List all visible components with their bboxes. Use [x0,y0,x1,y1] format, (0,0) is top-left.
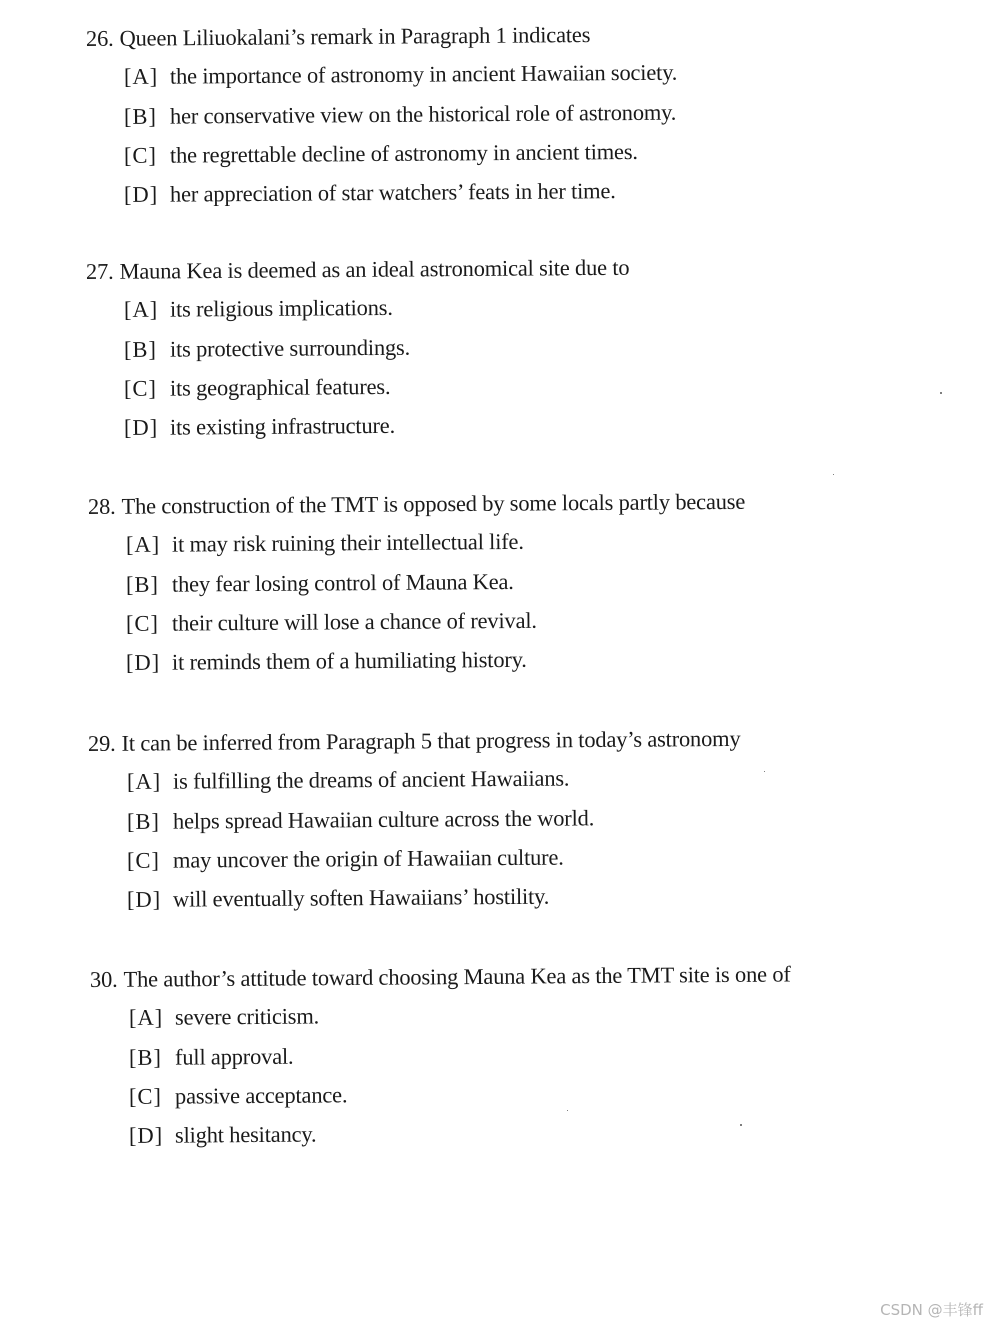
option-c [124,139,638,169]
option-b [129,1044,294,1071]
option-letter: [C] [123,375,158,401]
option-a [129,1004,319,1031]
option-b [124,100,676,130]
option-letter: [D] [123,181,159,207]
option-text: severe criticism. [174,1003,320,1030]
scan-speck [567,1110,568,1111]
option-letter: [B] [125,571,160,597]
option-d [127,884,549,913]
option-b [124,335,410,363]
option-a [126,529,524,558]
option-letter: [B] [126,808,161,834]
option-d [124,413,395,441]
option-letter: [A] [123,63,159,89]
option-text: their culture will lose a chance of revival. [171,607,537,636]
option-text: passive acceptance. [174,1082,348,1109]
option-letter: [D] [125,649,161,675]
option-letter: [D] [128,1122,164,1148]
option-letter: [C] [128,1083,163,1109]
option-a [127,766,570,795]
question-stem [86,255,630,285]
option-text: slight hesitancy. [174,1121,317,1148]
option-letter: [A] [128,1004,164,1030]
option-c [126,608,537,637]
option-a [124,295,393,323]
option-text: it may risk ruining their intellectual life. [171,528,524,557]
option-letter: [A] [126,768,162,794]
scan-speck [764,771,765,772]
option-d [124,178,616,208]
question-stem [88,489,745,520]
question-number: 30. [89,966,118,992]
option-d [129,1122,317,1149]
option-letter: [B] [123,103,158,129]
option-a [124,60,677,90]
question-number: 29. [87,730,116,756]
option-text: it reminds them of a humiliating history. [171,646,527,675]
option-text: will eventually soften Hawaiians’ hostility. [172,883,550,912]
watermark: CSDN @丰锋ff [880,1301,983,1319]
option-text: its religious implications. [169,294,393,322]
scan-speck [833,474,834,475]
scan-speck [740,1124,742,1126]
option-letter: [A] [123,296,159,322]
option-letter: [B] [123,336,158,362]
option-letter: [C] [123,142,158,168]
option-text: her conservative view on the historical role of astronomy. [169,99,677,129]
option-c [124,374,391,402]
option-b [127,805,594,835]
option-text: they fear losing control of Mauna Kea. [171,568,514,597]
question-number: 27. [85,258,114,284]
option-text: the regrettable decline of astronomy in ancient times. [169,138,638,168]
option-text: the importance of astronomy in ancient Hawaiian society. [169,59,678,89]
option-text: its existing infrastructure. [169,412,396,440]
question-stem [86,22,590,52]
question-text: Queen Liliuokalani’s remark in Paragraph 1 indicates [119,22,591,51]
question-number: 28. [87,493,116,519]
question-text: The construction of the TMT is opposed by some locals partly because [121,488,746,519]
option-text: her appreciation of star watchers’ feats in her time. [169,178,616,207]
question-text: It can be inferred from Paragraph 5 that progress in today’s astronomy [121,725,741,756]
option-text: its geographical features. [169,373,391,401]
option-c [129,1082,348,1110]
question-stem [88,726,741,757]
question-number: 26. [85,25,114,51]
option-letter: [C] [125,610,160,636]
scan-speck [940,392,942,394]
option-letter: [D] [123,414,159,440]
option-letter: [C] [126,847,161,873]
option-b [126,569,514,598]
option-c [127,845,564,874]
question-text: The author’s attitude toward choosing Mauna Kea as the TMT site is one of [123,961,791,992]
option-text: full approval. [174,1043,294,1070]
question-text: Mauna Kea is deemed as an ideal astronomical site due to [119,254,630,284]
option-text: helps spread Hawaiian culture across the world. [172,805,595,834]
option-text: is fulfilling the dreams of ancient Hawaiians. [172,765,570,794]
option-letter: [D] [126,886,162,912]
option-text: may uncover the origin of Hawaiian culture. [172,844,564,873]
option-text: its protective surroundings. [169,334,411,362]
option-letter: [B] [128,1044,163,1070]
option-d [126,647,527,676]
question-stem [90,961,791,993]
option-letter: [A] [125,531,161,557]
